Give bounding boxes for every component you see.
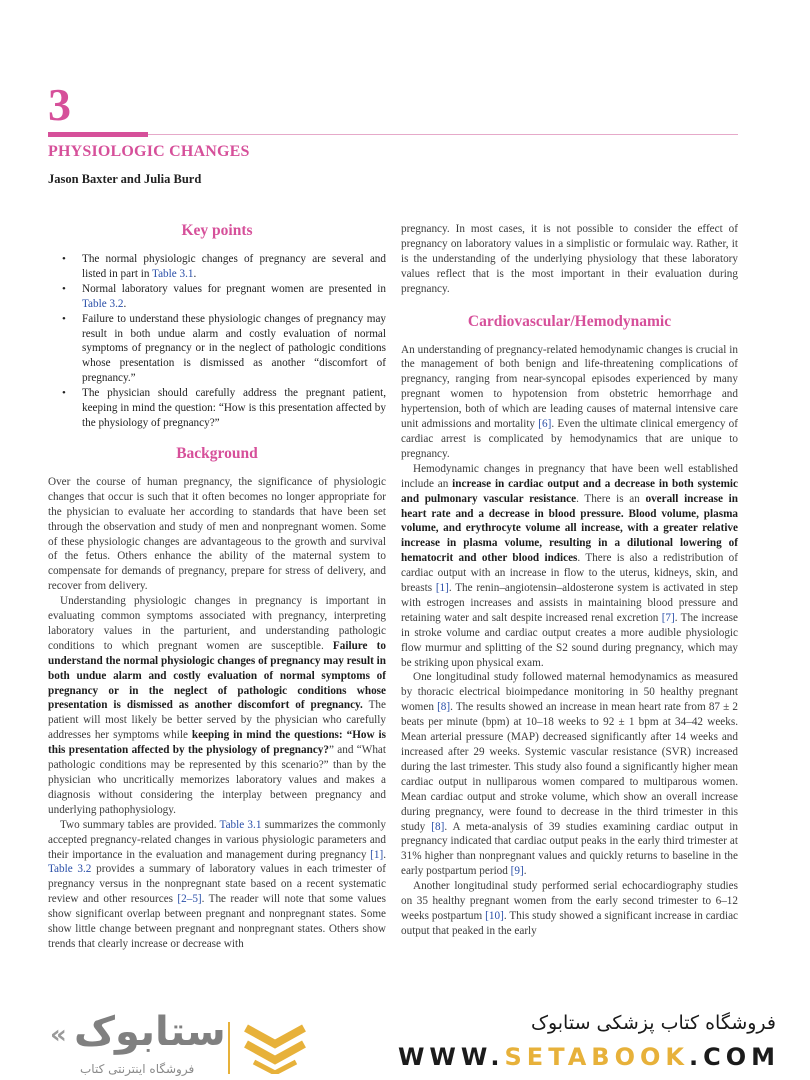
bold-text-run: increase in cardiac output and a decrease in both systemic and pulmonary vascular resistance [401,477,738,505]
text-run: Another longitudinal study performed serial echocardiography studies on 35 healthy pregnant women from the early second trimester to 6–12 weeks postpartum [401,880,738,922]
background-paragraph-1: Over the course of human pregnancy, the significance of physiologic changes that occur is such that it often becomes no longer appropriate for the physician to evaluate her according to standards that have been set through the observation and study of men and nonpregnant women. Some of these physiologic changes are advantageous to the growth and survival of the fetus. Others enhance the ability of the maternal system to compensate for demands of pregnancy, prepare for stress of delivery, and recover from delivery. [48,475,386,593]
url-part: .COM [688,1043,780,1071]
key-point-text: The physician should carefully address the pregnant patient, keeping in mind the question: “How is this presentation affected by the physiology of pregnancy?” [82,387,386,429]
text-run: . Even the ultimate clinical emergency of cardiac arrest is complicated by hemodynamics that are unique to pregnancy. [401,418,738,460]
citation-link[interactable]: [10] [485,909,504,922]
chapter-title: PHYSIOLOGIC CHANGES [48,143,250,160]
url-part: WWW. [397,1043,505,1071]
key-point-item [48,386,386,431]
text-run: ” and “What pathologic conditions may be represented by this scenario?” than by the physician who uncritically memorizes laboratory values and makes a diagnosis without considering the interplay between pregnancy and underlying pathophysiology. [48,744,386,816]
logo-wordmark: ستابوک [74,1009,226,1055]
bold-text-run: overall increase in heart rate and a decrease in blood pressure. Blood volume, plasma volume, and erythrocyte volume all increase, with a greater relative increase in plasma volume, resulting in a dilutional lowering of hematocrit and other blood indices [401,492,738,565]
table-link[interactable]: Table 3.2 [48,863,92,876]
continued-paragraph: pregnancy. In most cases, it is not possible to consider the effect of pregnancy on laboratory values in a simplistic or formulaic way. Rather, it is the understanding of the underlying physiology that these laboratory values reflect that is the most important in their evaluation during pregnancy. [401,223,738,295]
key-point-item [48,282,386,312]
logo-subtitle: فروشگاه اینترنتی کتاب [80,1062,195,1076]
text-run: . A meta-analysis of 39 studies examining cardiac output in pregnancy indicated that cardiac output peaks in the early third trimester at 31% higher than nonpregnant values and quickly returns to baseline in the early postpartum period [401,820,738,878]
key-point-text: The normal physiologic changes of pregnancy are several and listed in part in [82,253,386,280]
key-point-item [48,312,386,387]
chapter-authors: Jason Baxter and Julia Burd [48,172,202,186]
right-column [401,222,738,939]
text-run: . There is an [576,492,646,505]
bold-text-run: Failure to understand the normal physiologic changes of pregnancy may result in both undue alarm and costly evaluation of normal symptoms of pregnancy or in the neglect of pathologic conditions whose presentation is dismissed as another discomfort of pregnancy. [48,639,386,712]
text-run: . The renin–angiotensin–aldosterone system is activated in step with estrogen increases and assists in maintaining blood pressure and retaining water and salt despite increased renal excretion [401,582,738,624]
text-run: The patient will most likely be better served by the physician who carefully addresses her symptoms while [48,699,386,742]
left-column [48,222,386,952]
table-link[interactable]: Table 3.1 [152,267,194,280]
text-run: Understanding physiologic changes in pregnancy is important in evaluating common symptoms associated with pregnancy, interpreting laboratory values in the parturient, and understanding pathologic conditions to which pregnant women are susceptible. [48,595,386,652]
citation-link[interactable]: [1] [435,582,449,595]
cardio-paragraph-3 [401,670,738,879]
citation-link[interactable]: [7] [661,611,675,624]
text-run: An understanding of pregnancy-related hemodynamic changes is crucial in the management of both benign and life-threatening complications of pregnancy, ranging from near-syncopal episodes experienced by many pregnant women to hypotension from obstetric hemorrhage and hypertension, both of which are leading causes of maternal intensive care unit admissions and mortality [401,343,738,431]
chapter-accent-bar [48,132,148,137]
text-run: . The increase in stroke volume and cardiac output creates a more audible physiologic flow murmur and splitting of the S2 sound during pregnancy, which may be striking upon physical exam. [401,611,738,669]
citation-link[interactable]: [8] [431,820,445,833]
text-run: . The results showed an increase in mean heart rate from 87 ± 2 beats per minute (bpm) at 10–18 weeks to 92 ± 1 bpm at 34–42 weeks. Mean arterial pressure (MAP) decreased significantly after 14 weeks and increased after 29 weeks. Systemic vascular resistance (SVR) increased during the last trimester. This study also found a significantly higher mean cardiac output in nulliparous women compared to multiparous women. Mean cardiac output and stroke volume, which show an overall increase during pregnancy, were found to decrease in the third trimester in this study [401,701,738,833]
chapter-number: 3 [48,79,71,130]
key-point-text: Failure to understand these physiologic changes of pregnancy may result in both undue alarm and costly evaluation of normal symptoms of pregnancy or in the neglect of pathologic conditions whose presentation is dismissed as another “discomfort of pregnancy.” [82,312,386,385]
key-points-heading: Key points [181,222,253,239]
background-heading: Background [176,444,258,462]
cardio-paragraph-1 [401,343,738,462]
text-run: summarizes the commonly accepted pregnancy-related changes in various physiologic parameters and their importance in the evaluation and management during pregnancy [48,818,387,861]
text-run: provides a summary of laboratory values in each trimester of pregnancy versus in the nonpregnant state based on a recent systematic review and other resources [48,863,386,906]
key-point-text: Normal laboratory values for pregnant women are presented in [82,282,386,295]
store-name: فروشگاه کتاب پزشکی ستابوک [530,1012,776,1034]
book-stack-icon [240,1018,310,1074]
setabook-logo[interactable] [50,1009,226,1080]
citation-link[interactable]: [9] [510,865,524,878]
table-link[interactable]: Table 3.2 [82,297,124,310]
text-run: Hemodynamic changes in pregnancy that have been well established include an [401,462,738,490]
store-url[interactable] [398,1043,780,1071]
citation-link[interactable]: [8] [437,701,451,714]
citation-link[interactable]: [6] [538,418,552,431]
cardiovascular-heading: Cardiovascular/Hemodynamic [467,312,672,330]
text-run: . This study showed a significant increase in cardiac output that peaked in the early [401,909,739,937]
cardio-paragraph-2 [401,462,738,671]
text-run: . [383,848,386,861]
text-run: . The reader will note that some values show significant overlap between pregnant and nonpregnant states. Some show little change between pregnant and nonpregnant states. Others show trends that clearly increase or decrease with [48,893,386,950]
key-points-list [48,252,386,431]
text-run: Two summary tables are provided. [60,818,220,831]
cardio-paragraph-4 [401,879,738,939]
chevron-left-icon: « [50,1020,67,1050]
background-paragraph-2 [48,594,386,818]
url-part-accent: SETABOOK [504,1043,689,1071]
key-point-text-end: . [123,297,127,310]
text-run: One longitudinal study followed maternal hemodynamics as measured by thoracic electrical bioimpedance monitoring in 50 healthy pregnant women [401,671,738,714]
key-point-item [48,252,386,282]
chapter-rule [148,134,738,135]
citation-link[interactable]: [2–5] [177,893,202,906]
bold-text-run: keeping in mind the questions: “How is this presentation affected by the physiology of pregnancy? [48,729,386,757]
text-run: . [523,865,527,878]
logo-divider [228,1022,230,1074]
table-link[interactable]: Table 3.1 [219,818,262,831]
key-point-text-end: . [193,267,197,280]
citation-link[interactable]: [1] [370,848,384,861]
text-run: . There is also a redistribution of cardiac output with an increase in flow to the uterus, kidneys, skin, and breasts [401,552,738,595]
background-paragraph-3 [48,818,386,952]
